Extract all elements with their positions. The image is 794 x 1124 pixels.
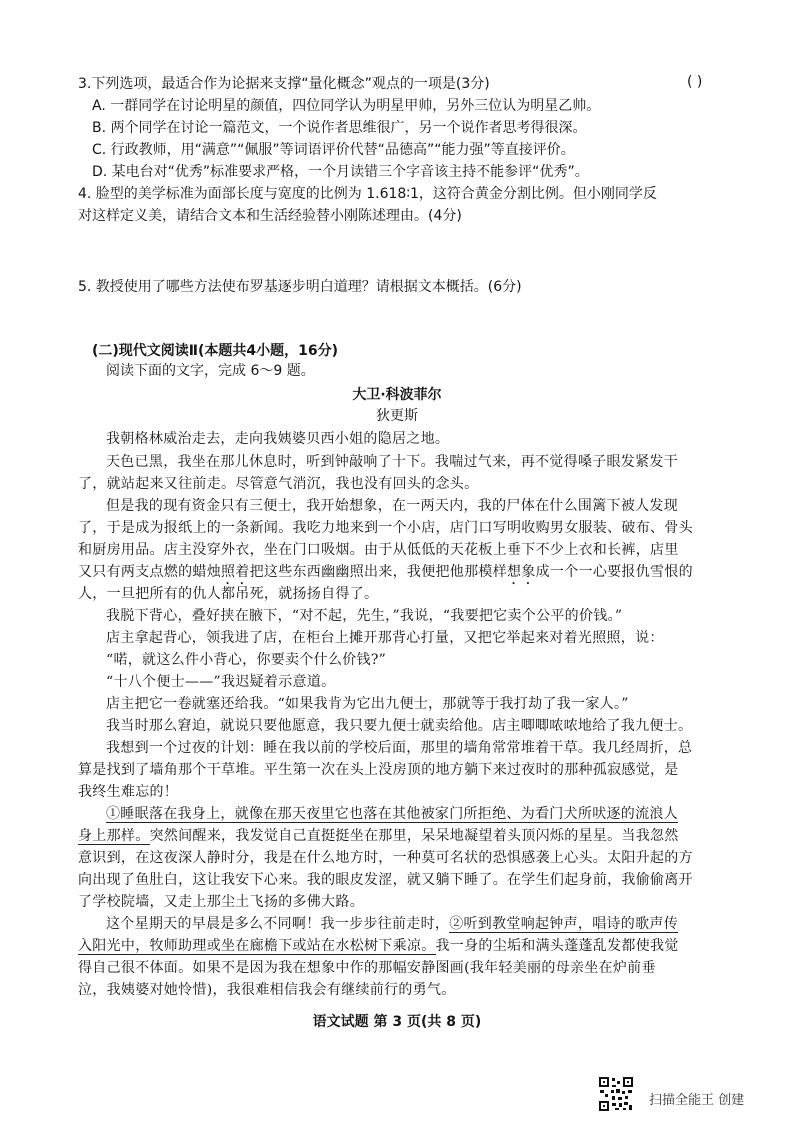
story-paragraph-3-line-1: 但是我的现有资金只有三便士，我开始想象，在一两天内，我的尸体在什么围篱下被人发现 xyxy=(106,498,678,514)
q5-stem: 5. 教授使用了哪些方法使布罗基逐步明白道理？请根据文本概括。(6分) xyxy=(78,279,522,295)
story-paragraph-12-line-3: 得自己很不体面。如果不是因为我在想象中作的那幅安静图画(我年轻美丽的母亲坐在炉前垂 xyxy=(78,960,656,976)
q3-option-c: C. 行政教师，用“满意”“佩服”等词语评价代替“品德高”“能力强”等直接评价。 xyxy=(92,142,575,158)
text-segment: 我一身的尘垢和满头蓬蓬乱发都使我觉 xyxy=(435,938,679,954)
story-paragraph-12-line-1 xyxy=(106,914,678,934)
qr-code-icon xyxy=(598,1076,634,1112)
story-paragraph-8: 店主把它一卷就塞还给我。“如果我肯为它出九便士，那就等于我打劫了我一家人。” xyxy=(106,696,629,712)
story-paragraph-1: 我朝格林威治走去，走向我姨婆贝西小姐的隐居之地。 xyxy=(106,431,450,447)
story-paragraph-10-line-2: 算是找到了墙角那个干草堆。平生第一次在头上没房顶的地方躺下来过夜时的那种孤寂感觉，是 xyxy=(78,762,679,778)
story-paragraph-2-line-1: 天色已黑，我坐在那儿休息时，听到钟敲响了十下。我喘过气来，再不觉得嗓子眼发紧发干 xyxy=(106,454,678,470)
text-segment: 把这些东西幽幽照出来，我便把他那模样 xyxy=(249,564,508,580)
story-paragraph-11-line-4: 向出现了鱼肚白，这让我安下心来。我的眼皮发涩，就又躺下睡了。在学生们起身前，我偷偷离开 xyxy=(78,872,693,888)
emphasized-word-zhaozhe: 照着 xyxy=(221,564,250,580)
underlined-sentence-2-end: 入阳光中，牧师助理或坐在廊檐下或站在水松树下乘凉。 xyxy=(78,938,436,954)
story-paragraph-9: 我当时那么窘迫，就说只要他愿意，我只要九便士就卖给他。店主唧唧哝哝地给了我九便士。 xyxy=(106,718,693,734)
story-paragraph-7: “十八个便士——”我迟疑着示意道。 xyxy=(106,674,336,690)
section-instruction: 阅读下面的文字，完成 6～9 题。 xyxy=(106,363,315,379)
q3-option-b: B. 两个同学在讨论一篇范文，一个说作者思维很广，另一个说作者思考得很深。 xyxy=(92,120,587,136)
story-paragraph-11-line-3: 意识到，在这夜深人静时分，我是在什么地方时，一种莫可名状的恐惧感袭上心头。太阳升起的方 xyxy=(78,850,693,866)
q4-line-2: 对这样定义美，请结合文本和生活经验替小刚陈述理由。(4分) xyxy=(78,208,462,224)
q4-line-1: 4. 脸型的美学标准为面部长度与宽度的比例为 1.618∶1，这符合黄金分割比例。但小刚同学反 xyxy=(78,186,657,202)
story-paragraph-3-line-2: 了，于是成为报纸上的一条新闻。我吃力地来到一个小店，店门口写明收购男女服装、破布、骨头 xyxy=(78,520,693,536)
q3-answer-paren: ( ) xyxy=(687,74,703,90)
underlined-sentence-1-end: 身上那样。 xyxy=(78,828,150,844)
story-paragraph-2-line-2: 了，就站起来又往前走。尽管意气消沉，我也没有回头的念头。 xyxy=(78,476,479,492)
story-paragraph-12-line-4: 泣，我姨婆对她怜惜)，我很难相信我会有继续前行的勇气。 xyxy=(78,982,456,998)
q3-option-a: A. 一群同学在讨论明星的颜值，四位同学认为明星甲帅，另外三位认为明星乙帅。 xyxy=(92,98,601,114)
underlined-sentence-2: ②听到教堂响起钟声，唱诗的歌声传 xyxy=(449,916,679,932)
underlined-sentence-1: ①睡眠落在我身上，就像在那天夜里它也落在其他被家门所拒绝、为看门犬所吠逐的流浪人 xyxy=(106,806,678,822)
scanner-watermark: 扫描全能王 创建 xyxy=(649,1093,745,1108)
story-paragraph-11-line-2 xyxy=(78,826,679,846)
q3-option-d: D. 某电台对“优秀”标准要求严格，一个月读错三个字音该主持不能参评“优秀”。 xyxy=(92,164,589,180)
story-paragraph-10-line-3: 我终生难忘的！ xyxy=(78,784,179,800)
q3-stem: 3.下列选项，最适合作为论据来支撑“量化概念”观点的一项是(3分) xyxy=(78,76,490,92)
page-footer: 语文试题 第 3 页(共 8 页) xyxy=(312,1014,482,1030)
story-paragraph-4: 我脱下背心，叠好挟在腋下，“对不起，先生，”我说，“我要把它卖个公平的价钱。” xyxy=(106,608,623,624)
story-paragraph-3-line-3: 和厨房用品。店主没穿外衣，坐在门口吸烟。由于从低低的天花板上垂下不少上衣和长裤，店里 xyxy=(78,542,679,558)
story-author: 狄更斯 xyxy=(376,408,418,424)
story-paragraph-3-line-5: 人，一旦把所有的仇人都吊死，就扬扬自得了。 xyxy=(78,586,379,602)
story-paragraph-12-line-2 xyxy=(78,936,679,956)
story-title: 大卫·科波菲尔 xyxy=(352,387,442,403)
text-segment: 这个星期天的早晨是多么不同啊！我一步步往前走时， xyxy=(106,916,450,932)
text-segment: 突然间醒来，我发觉自己直挺挺坐在那里，呆呆地凝望着头顶闪烁的星星。当我忽然 xyxy=(149,828,679,844)
text-segment: 又只有两支点燃的蜡烛 xyxy=(78,564,221,580)
story-paragraph-11-line-1 xyxy=(106,804,678,824)
story-paragraph-6: “喏，就这么件小背心，你要卖个什么价钱?” xyxy=(106,652,387,668)
section-heading: (二)现代文阅读Ⅱ(本题共4小题，16分) xyxy=(92,343,339,359)
story-paragraph-10-line-1: 我想到一个过夜的计划：睡在我以前的学校后面，那里的墙角常常堆着干草。我几经周折，总 xyxy=(106,740,693,756)
emphasized-word-xiangxiang: 想象 xyxy=(507,564,536,580)
story-paragraph-5: 店主拿起背心，领我进了店，在柜台上摊开那背心打量，又把它举起来对着光照照，说： xyxy=(106,630,664,646)
story-paragraph-11-line-5: 了学校院墙，又走上那尘土飞扬的多佛大路。 xyxy=(78,894,364,910)
text-segment: 成一个一心要报仇雪恨的 xyxy=(535,564,693,580)
